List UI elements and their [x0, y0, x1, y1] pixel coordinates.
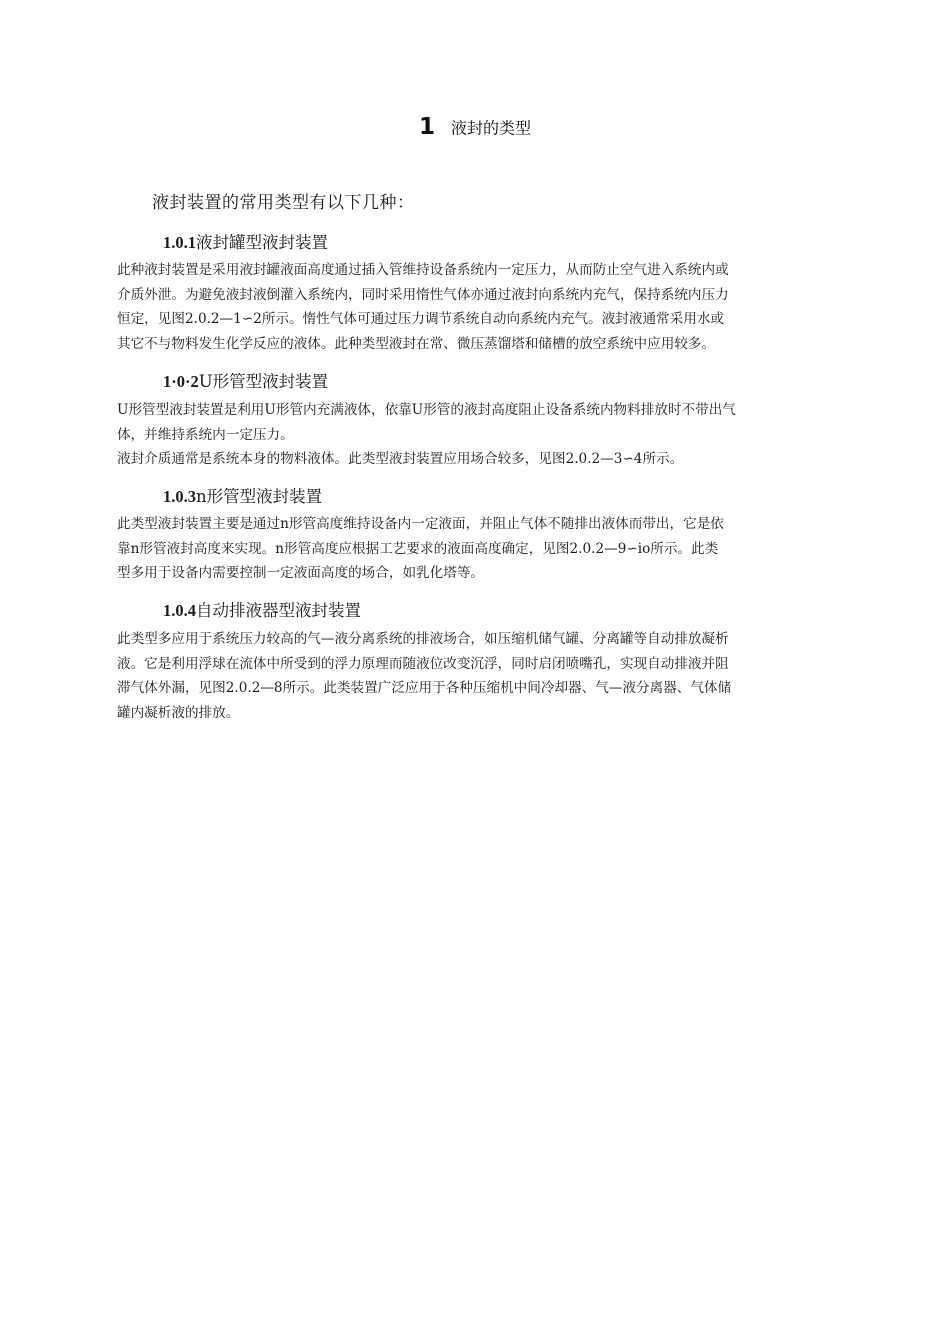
paragraph-line: 此类型多应用于系统压力较高的气—液分离系统的排液场合，如压缩机储气罐、分离罐等自动排放凝析 [117, 631, 729, 647]
section-heading-3 [163, 483, 322, 507]
section-title: 液封罐型液封装置 [196, 233, 328, 252]
section-heading-4 [163, 597, 361, 621]
paragraph-line: 介质外泄。为避免液封液倒灌入系统内，同时采用惰性气体亦通过液封向系统内充气，保持系统内压力 [117, 286, 729, 303]
section-number: 1.0.1 [163, 233, 196, 252]
paragraph-line: 液封介质通常是系统本身的物料液体。此类型液封装置应用场合较多，见图2.0.2—3∽4所示。 [117, 451, 684, 467]
section-title: n形管型液封装置 [196, 487, 323, 506]
section-paragraph-4 [117, 627, 833, 725]
section-title: 自动排液器型液封装置 [196, 601, 361, 620]
intro-paragraph: 液封装置的常用类型有以下几种： [152, 193, 415, 213]
paragraph-line: 液。它是利用浮球在流体中所受到的浮力原理而随液位改变沉浮，同时启闭喷嘴孔，实现自动排液并阻 [117, 655, 729, 672]
section-number: 1·0·2 [163, 372, 199, 391]
paragraph-line: 靠n形管液封高度来实现。n形管高度应根据工艺要求的液面高度确定，见图2.0.2—9∽io所示。此类 [117, 540, 719, 557]
paragraph-line: U形管型液封装置是利用U形管内充满液体，依靠U形管的液封高度阻止设备系统内物料排放时不带出气 [117, 402, 736, 418]
section-paragraph-3 [117, 512, 833, 586]
paragraph-line: 型多用于设备内需要控制一定液面高度的场合，如乳化塔等。 [117, 565, 485, 581]
section-number: 1.0.4 [163, 601, 196, 620]
section-number: 1.0.3 [163, 487, 196, 506]
paragraph-line: 此种液封装置是采用液封罐液面高度通过插入管维持设备系统内一定压力，从而防止空气进入系统内或 [117, 262, 729, 278]
paragraph-line: 滞气体外漏，见图2.0.2—8所示。此类装置广泛应用于各种压缩机中间冷却器、气—液分离器、气体储 [117, 680, 732, 696]
section-paragraph-1 [117, 258, 833, 356]
section-heading-2 [163, 368, 328, 392]
chapter-number: 1 [418, 114, 435, 140]
section-heading-1 [163, 229, 328, 253]
paragraph-line: 恒定，见图2.0.2—1∽2所示。惰性气体可通过压力调节系统自动向系统内充气。液封液通常采用水或 [117, 311, 725, 327]
section-paragraph-2 [117, 398, 833, 472]
paragraph-line: 其它不与物料发生化学反应的液体。此种类型液封在常、微压蒸馏塔和储槽的放空系统中应用较多。 [117, 335, 716, 352]
paragraph-line: 此类型液封装置主要是通过n形管高度维持设备内一定液面，并阻止气体不随排出液体而带出，它是依 [117, 516, 724, 532]
section-title: U形管型液封装置 [198, 372, 329, 391]
chapter-title-text: 液封的类型 [451, 118, 532, 138]
chapter-heading [0, 114, 950, 140]
paragraph-line: 体，并维持系统内一定压力。 [117, 426, 294, 443]
paragraph-line: 罐内凝析液的排放。 [117, 704, 240, 721]
